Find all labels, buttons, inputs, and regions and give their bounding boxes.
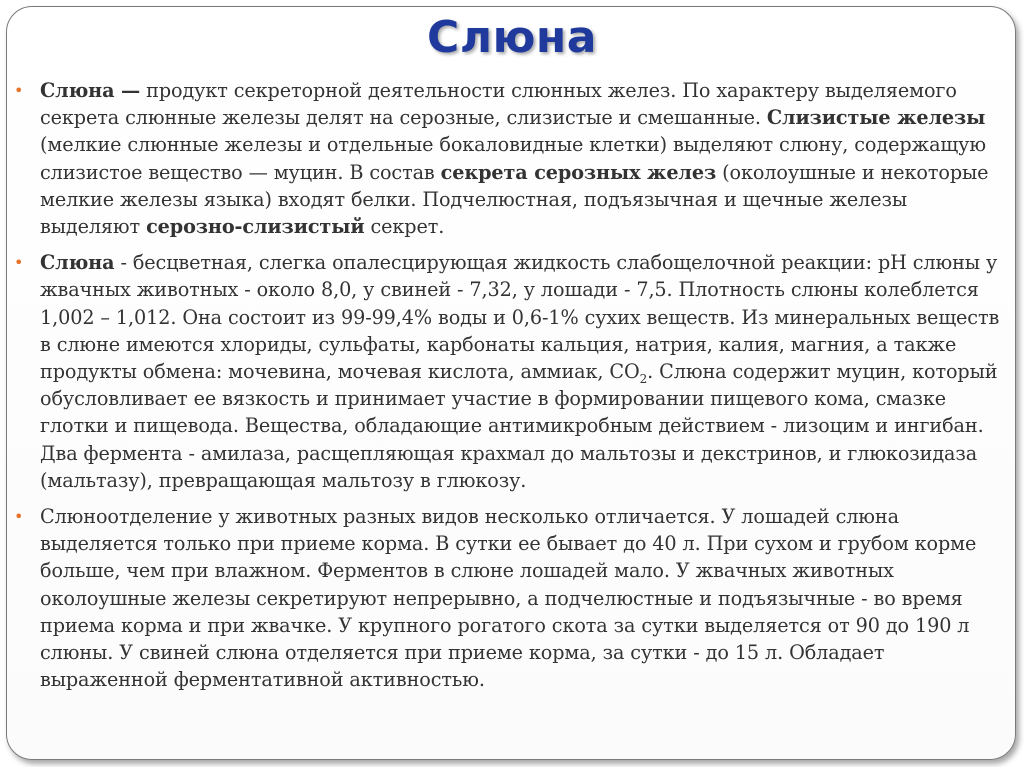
bullet-marker-icon: • xyxy=(14,253,24,273)
bullet-text: (околоушные и некоторые мелкие железы языка) входят белки. Подчелюстная, подъязычная и щечные железы выделяют xyxy=(40,160,989,239)
bullet-text: (мелкие слюнные железы и отдельные бокаловидные клетки) выделяют слюну, содержащую слизистое вещество — муцин. В состав xyxy=(40,133,986,184)
bullet-text: Слюноотделение у животных разных видов несколько отличается. У лошадей слюна выделяется только при приеме корма. В сутки ее бывает до 40 л. При сухом и грубом корме больше, чем при влажном. Ферментов в слюне лошадей мало. У жвачных животных околоушные железы секретируют непрерывно, а подчелюстные и подъязычные - во время приема корма и при жвачке. У крупного рогатого скота за сутки выделяется от 90 до 190 л слюны. У свиней слюна отделяется при приеме корма, за сутки - до 15 л. Обладает выраженной ферментативной активностью. xyxy=(40,505,977,692)
bullet-text: продукт секреторной деятельности слюнных желез. По характеру выделяемого секрета слюнные железы делят на серозные, слизистые и смешанные. xyxy=(40,79,957,130)
slide-content xyxy=(14,77,1004,702)
bullet-marker-icon: • xyxy=(14,507,24,527)
subscript: 2 xyxy=(639,371,648,386)
bold-term: секрета серозных желез xyxy=(440,160,717,184)
bold-term: Слюна — xyxy=(40,79,141,102)
bullet-text: секрет. xyxy=(364,215,445,239)
bullet-marker-icon: • xyxy=(14,81,24,100)
bullet-text: . Слюна содержит муцин, который обусловливает ее вязкость и принимает участие в формировании пищевого кома, смазке глотки и пищевода. Вещества, обладающие антимикробным действием - лизоцим и ингибан. Два фермента - амилаза, расщепляющая крахмал до мальтозы и декстринов, и глюкозидаза (мальтазу), превращающая мальтозу в глюкозу. xyxy=(40,360,998,492)
bullet-text: - бесцветная, слегка опалесцирующая жидкость слабощелочной реакции: рН слюны у жвачных животных - около 8,0, у свиней - 7,32, у лошади - 7,5. Плотность слюны колеблется 1,002 – 1,012. Она состоит из 99-99,4% воды и 0,6-1% сухих веществ. Из минеральных веществ в слюне имеются хлориды, сульфаты, карбонаты кальция, натрия, калия, магния, а также продукты обмена: мочевина, мочевая кислота, аммиак, СО xyxy=(40,251,1000,384)
bold-term: Слюна xyxy=(40,251,115,275)
bullet-3 xyxy=(14,503,1004,693)
bullet-2 xyxy=(14,249,1004,494)
bold-term: серозно-слизистый xyxy=(146,215,365,239)
bold-term: Слизистые железы xyxy=(766,106,986,130)
bullet-1 xyxy=(14,77,1004,240)
slide-title: Слюна xyxy=(427,12,597,63)
